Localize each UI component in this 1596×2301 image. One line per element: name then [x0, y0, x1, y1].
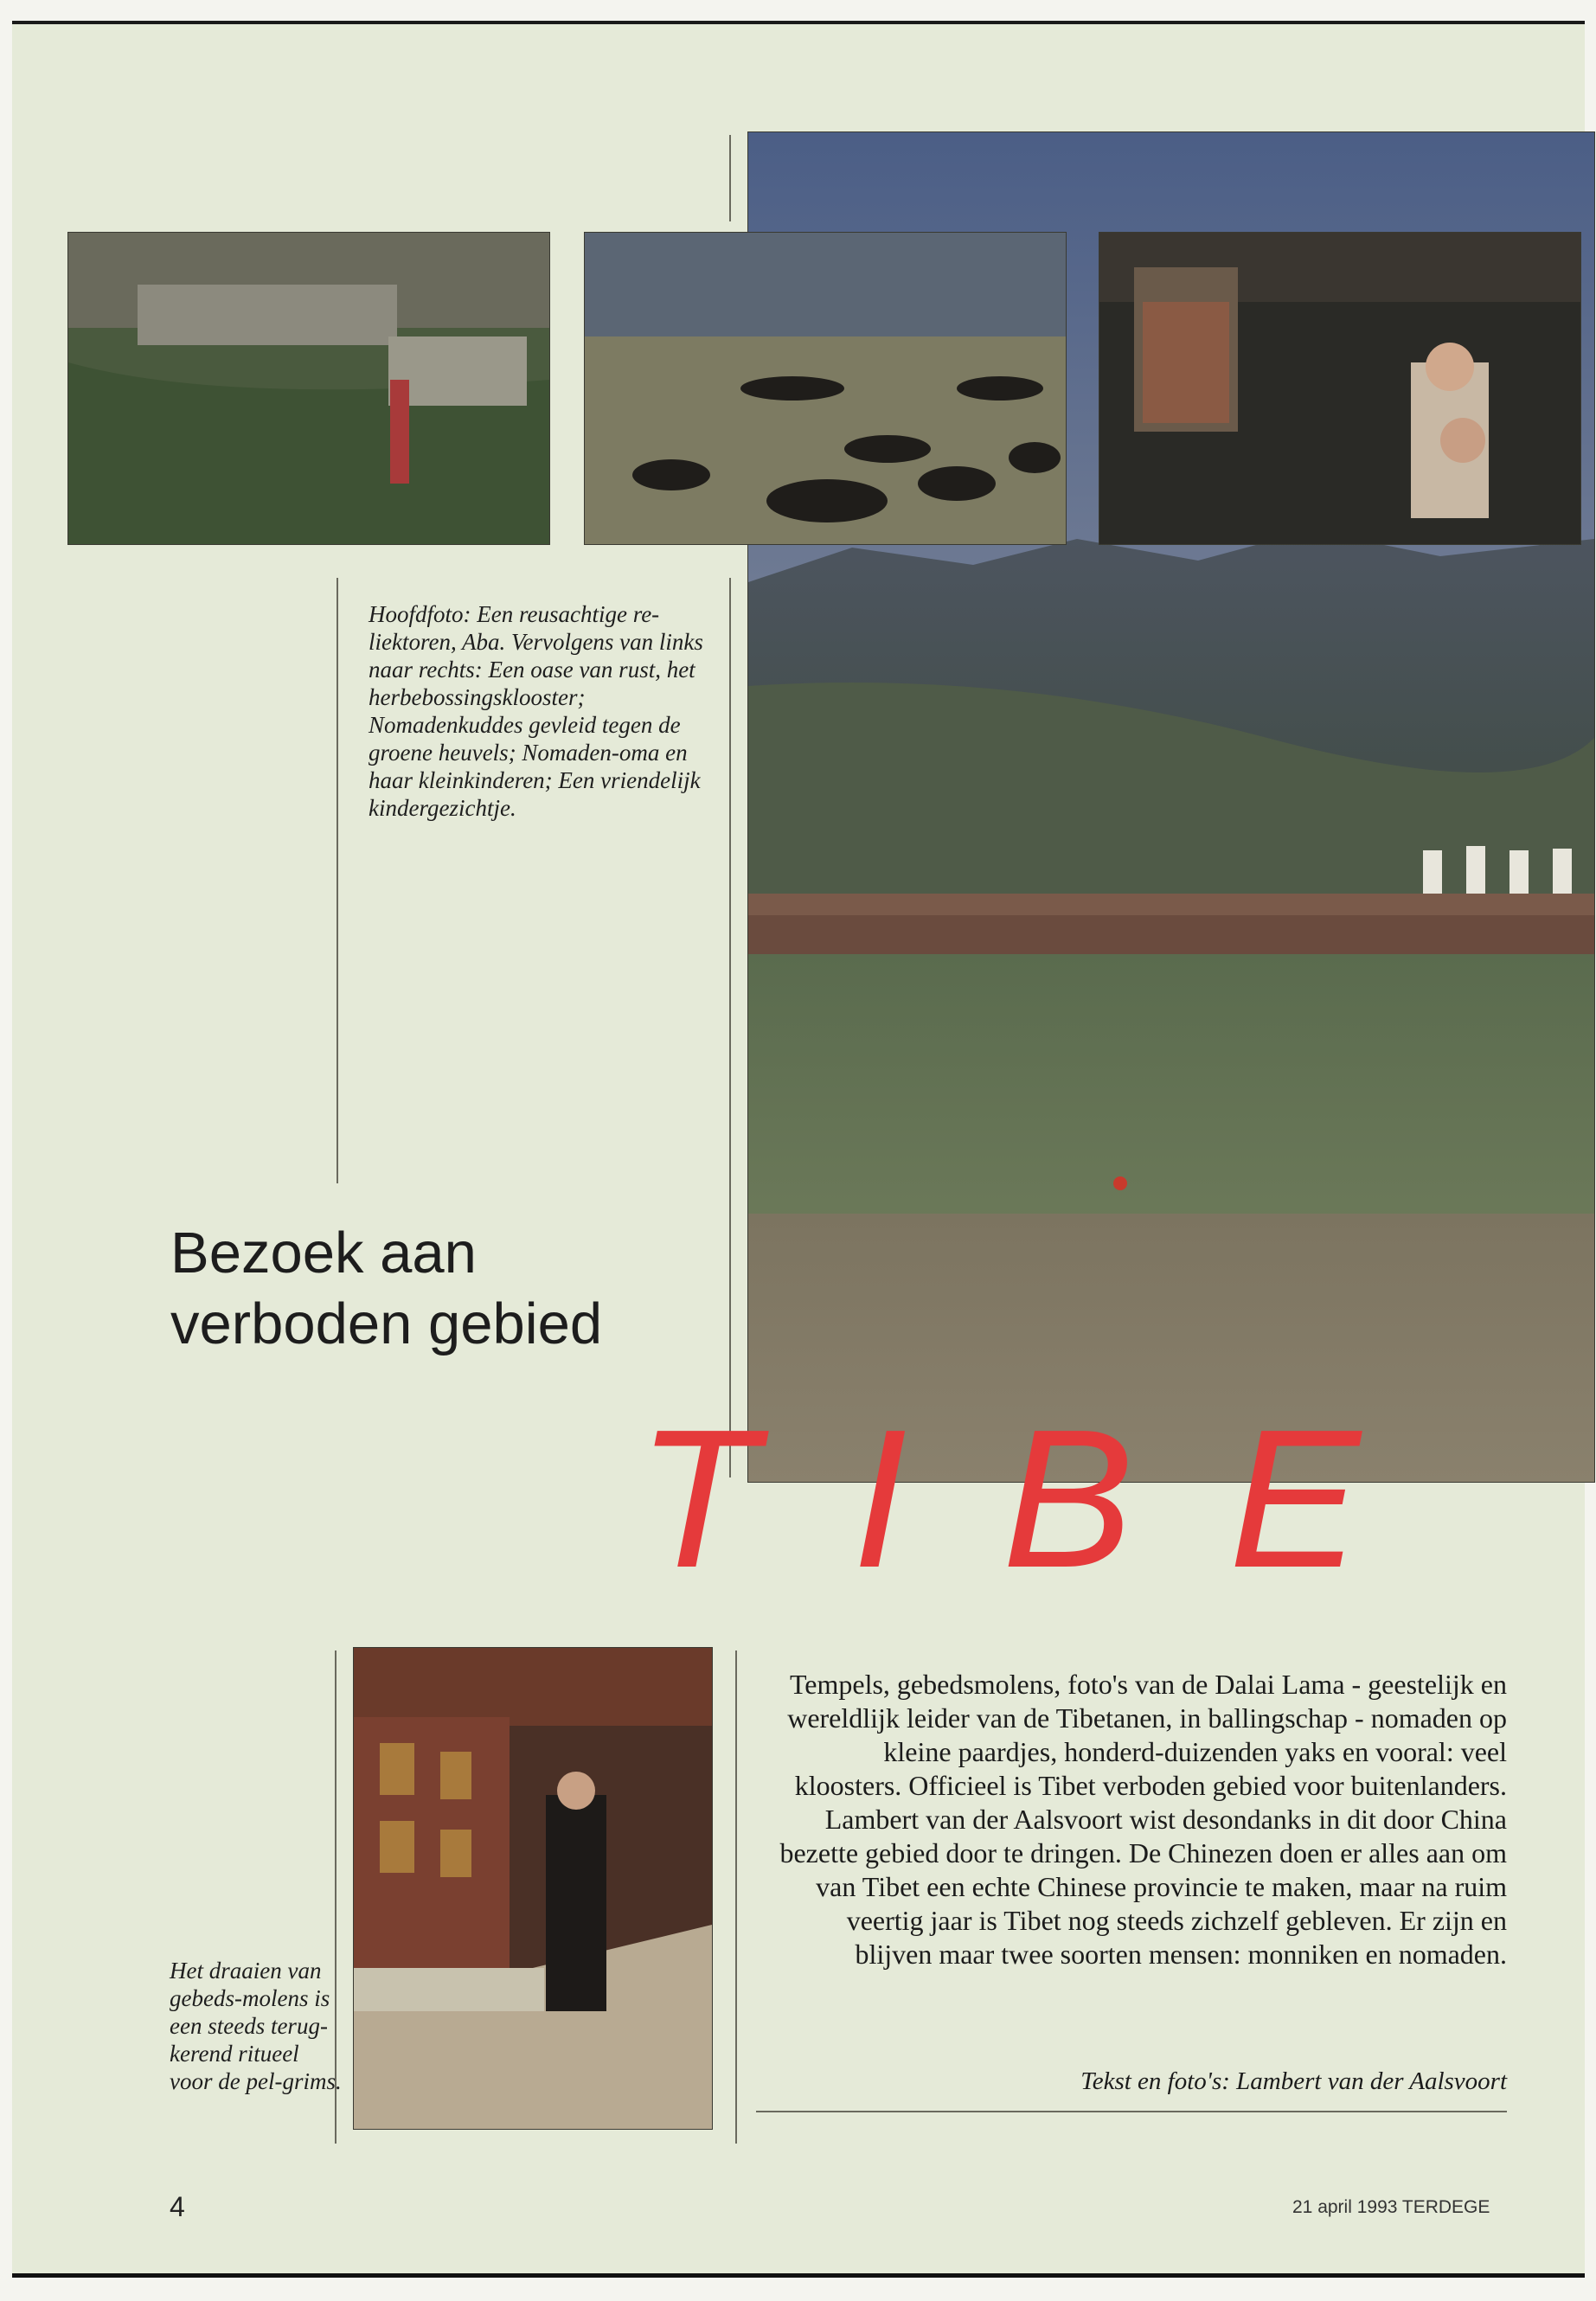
intro-paragraph: Tempels, gebedsmolens, foto's van de Dalai Lama - geestelijk en wereldlijk leider van de Tibetanen, in ballingschap - nomaden op kleine paardjes, honderd-duizenden yaks en vooral: veel kloosters. Officieel is Tibet verboden gebied voor buitenlanders. Lambert van der Aalsvoort wist desondanks in dit door China bezette gebied door te dringen. De Chinezen doen er alles aan om van Tibet een echte Chinese provincie te maken, maar na ruim veertig jaar is Tibet nog steeds zichzelf gebleven. Er zijn en blijven maar twee soorten mensen: monniken en nomaden. — [779, 1669, 1507, 1970]
photo-prayer-wheels — [353, 1647, 713, 2130]
article-headline — [170, 1218, 602, 1360]
vertical-rule-top — [729, 135, 731, 221]
photo-nomad-grandmother — [1099, 232, 1581, 545]
vertical-rule-middle — [729, 578, 731, 1477]
prayer-wheel-caption: Het draaien van gebeds-molens is een steeds terug-kerend ritueel voor de pel-grims. — [170, 1958, 342, 2094]
credit-divider — [756, 2111, 1507, 2112]
magazine-page — [12, 21, 1585, 2278]
headline-line-2: verboden gebied — [170, 1292, 603, 1356]
photo-credit: Tekst en foto's: Lambert van der Aalsvoort — [1080, 2067, 1507, 2095]
photo-reforestation-monastery — [67, 232, 550, 545]
big-title-tibet: TIBE — [637, 1389, 1456, 1609]
headline-line-1: Bezoek aan — [170, 1221, 477, 1285]
photo-nomad-herds — [584, 232, 1067, 545]
page-number: 4 — [170, 2191, 185, 2222]
photo-captions: Hoofdfoto: Een reusachtige re-liektoren, Aba. Vervolgens van links naar rechts: Een oase van rust, het herbebossingsklooster; Nomadenkuddes gevleid tegen de groene heuvels; Nomaden-oma en haar kleinkinderen; Een vriendelijk kindergezichtje. — [369, 601, 703, 821]
vertical-rule-bottom-mid — [735, 1650, 737, 2144]
vertical-rule-caption — [337, 578, 338, 1183]
issue-footer: 21 april 1993 TERDEGE — [1292, 2197, 1490, 2217]
